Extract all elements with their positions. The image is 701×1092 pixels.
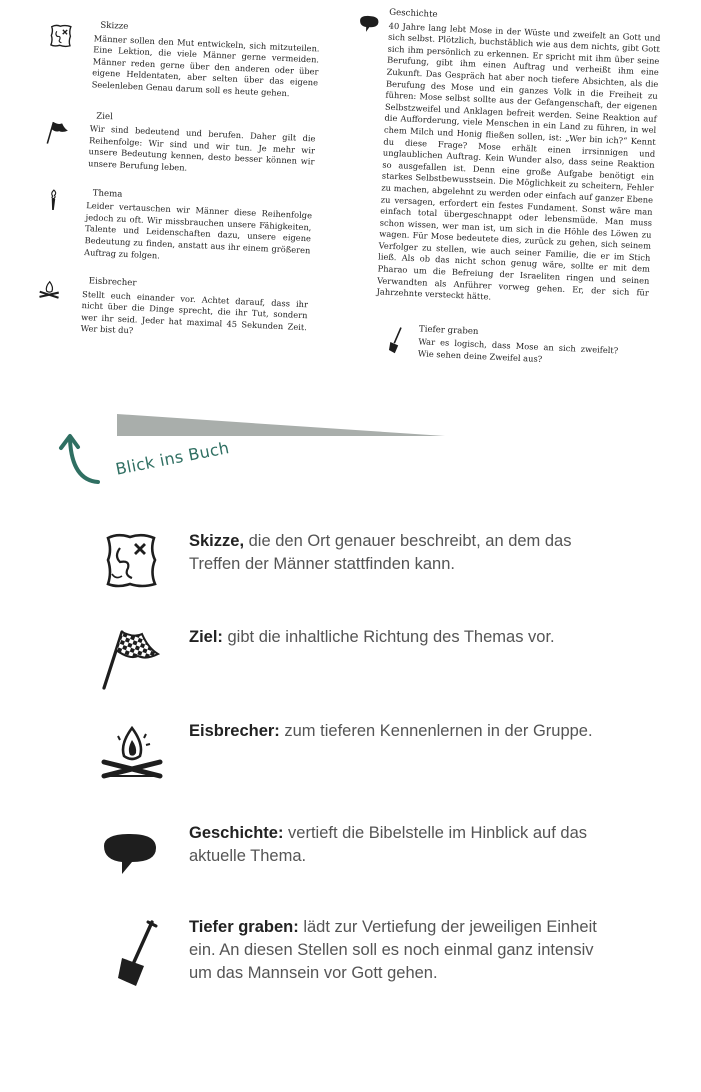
legend-term: Tiefer graben: <box>189 918 299 936</box>
legend-description: gibt die inhaltliche Richtung des Themas vor. <box>222 628 555 646</box>
book-section-eisbrecher <box>34 274 308 345</box>
speech-bubble-icon <box>100 828 160 878</box>
book-heading-skizze: Skizze <box>100 20 129 32</box>
checkered-flag-icon <box>43 119 70 146</box>
campfire-icon <box>36 276 63 303</box>
legend-text-ziel <box>189 626 609 649</box>
legend-description: lädt zur Vertiefung der jeweiligen Einheit ein. An diesen Stellen soll es noch einmal ganz intensiv um das Mannsein vor Gott gehen. <box>189 918 597 982</box>
legend-text-geschichte <box>189 822 609 868</box>
legend-term: Eisbrecher: <box>189 722 280 740</box>
book-text-geschichte: 40 Jahre lang lebt Mose in der Wüste und zweifelt an Gott und sich selbst. Plötzlich, buchstäblich wie aus dem nichts, gibt Gott sich ihm persönlich zu erkennen. Er spricht mit ihm über seine Berufung, gibt ihm einen Auftrag und verheißt ihm eine Zukunft. Das Gespräch hat aber noch tiefere Absichten, als die Berufung des Mose und ein ganzes Volk in die Freiheit zu führen: Mose selbst sollte aus der Gefangenschaft, der eigenen Selbstzweifel und Anklagen befreit werden. Seine Reaktion auf die Aufforderung, viele Menschen in ein Land zu führen, in wel chem Milch und Honig fließen sollen, ist: „Wer bin ich?“ Kennt du diese Frage? Mose erhält einen irrsinnigen und unglaublichen Auftrag. Kein Wunder also, dass seine Reaktion so ausgefallen ist. Denn eine große Aufgabe benötigt ein starkes Selbstbewusstsein. Die Möglichkeit zu scheitern, Fehler zu machen, abgelehnt zu werden oder einfach auf ganzer Ebene zu versagen, erfordert ein festes Fundament. Sonst wäre man einfach total übergeschnappt oder lebensmüde. Man muss schon wissen, wer man ist, um sich in die Höhle des Löwen zu wagen. Für Mose bedeutete dies, zurück zu gehen, sich seinem Verfolger zu stellen, wie auch seiner Familie, die er im Stich ließ. Als ob das nicht schon genug wäre, sollte er mit dem Pharao um die Befreiung der Israeliten ringen und seinen Verwandten als Anführer vorweg gehen. Er, der sich für Jahrzehnte versteckt hätte. <box>376 20 661 302</box>
book-section-geschichte <box>376 8 661 311</box>
shovel-icon <box>114 920 158 990</box>
legend-text-skizze <box>189 530 609 576</box>
legend-term: Ziel: <box>189 628 223 646</box>
book-section-thema <box>38 186 313 269</box>
book-text-thema: Leider vertauschen wir Männer diese Reihenfolge jedoch zu oft. Wir missbrauchen unsere Fähigkeiten, Talente und Leidenschaften dazu, unsere eigene Bedeutung zu finden, anstatt aus ihr einem größeren Auftrag zu folgen. <box>83 200 313 261</box>
curved-arrow-icon <box>58 432 104 488</box>
book-text-tiefer-graben: War es logisch, dass Mose an sich zweifelt? Wie sehen deine Zweifel aus? <box>417 336 619 364</box>
checkered-flag-icon <box>100 628 162 692</box>
legend-description: vertieft die Bibelstelle im Hinblick auf das aktuelle Thema. <box>189 824 588 865</box>
legend-description: zum tieferen Kennenlernen in der Gruppe. <box>279 722 593 740</box>
legend-description: die den Ort genauer beschreibt, an dem das Treffen der Männer stattfinden kann. <box>189 532 572 573</box>
shovel-icon <box>388 325 405 356</box>
book-section-tiefer-graben <box>418 324 619 369</box>
book-text-skizze: Männer sollen den Mut entwickeln, sich mitzuteilen. Eine Lektion, die viele Männer gerne vermeiden. Männer reden gerne über den anderen oder über eigene Heldentaten, aber selten über das eigene Seelenleben Genau darum soll es heute gehen. <box>91 32 320 99</box>
book-text-eisbrecher: Stellt euch einander vor. Achtet darauf, dass ihr nicht über die Dinge sprecht, die ihr Tut, sondern wer ihr seid. Jeder hat maximal 45 Sekunden Zeit. Wer bist du? <box>80 288 309 336</box>
map-sketch-icon <box>47 22 74 49</box>
book-heading-eisbrecher: Eisbrecher <box>88 276 137 289</box>
torch-icon <box>40 186 67 213</box>
book-heading-tiefer-graben: Tiefer graben <box>418 324 479 337</box>
book-left-column <box>34 6 321 359</box>
map-sketch-icon <box>100 530 162 592</box>
book-preview-page <box>19 6 676 427</box>
book-right-column <box>373 7 661 385</box>
book-section-ziel <box>42 109 316 180</box>
campfire-icon <box>100 722 164 786</box>
legend-term: Geschichte: <box>189 824 284 842</box>
speech-bubble-icon <box>356 12 381 37</box>
book-heading-ziel: Ziel <box>96 111 114 122</box>
legend-text-tiefer-graben <box>189 916 609 985</box>
book-text-ziel: Wir sind bedeutend und berufen. Daher gilt die Reihenfolge: Wir sind und wir tun. Je mehr wir unsere Bedeutung kennen, desto besser können wir unsere Berufung leben. <box>87 123 316 173</box>
book-heading-geschichte: Geschichte <box>389 7 438 20</box>
section-caption: Blick ins Buch <box>114 438 231 479</box>
divider-wedge <box>117 414 447 438</box>
legend-term: Skizze, <box>189 532 245 550</box>
book-section-skizze <box>45 18 320 101</box>
book-heading-thema: Thema <box>92 187 123 200</box>
legend-text-eisbrecher <box>189 720 609 743</box>
